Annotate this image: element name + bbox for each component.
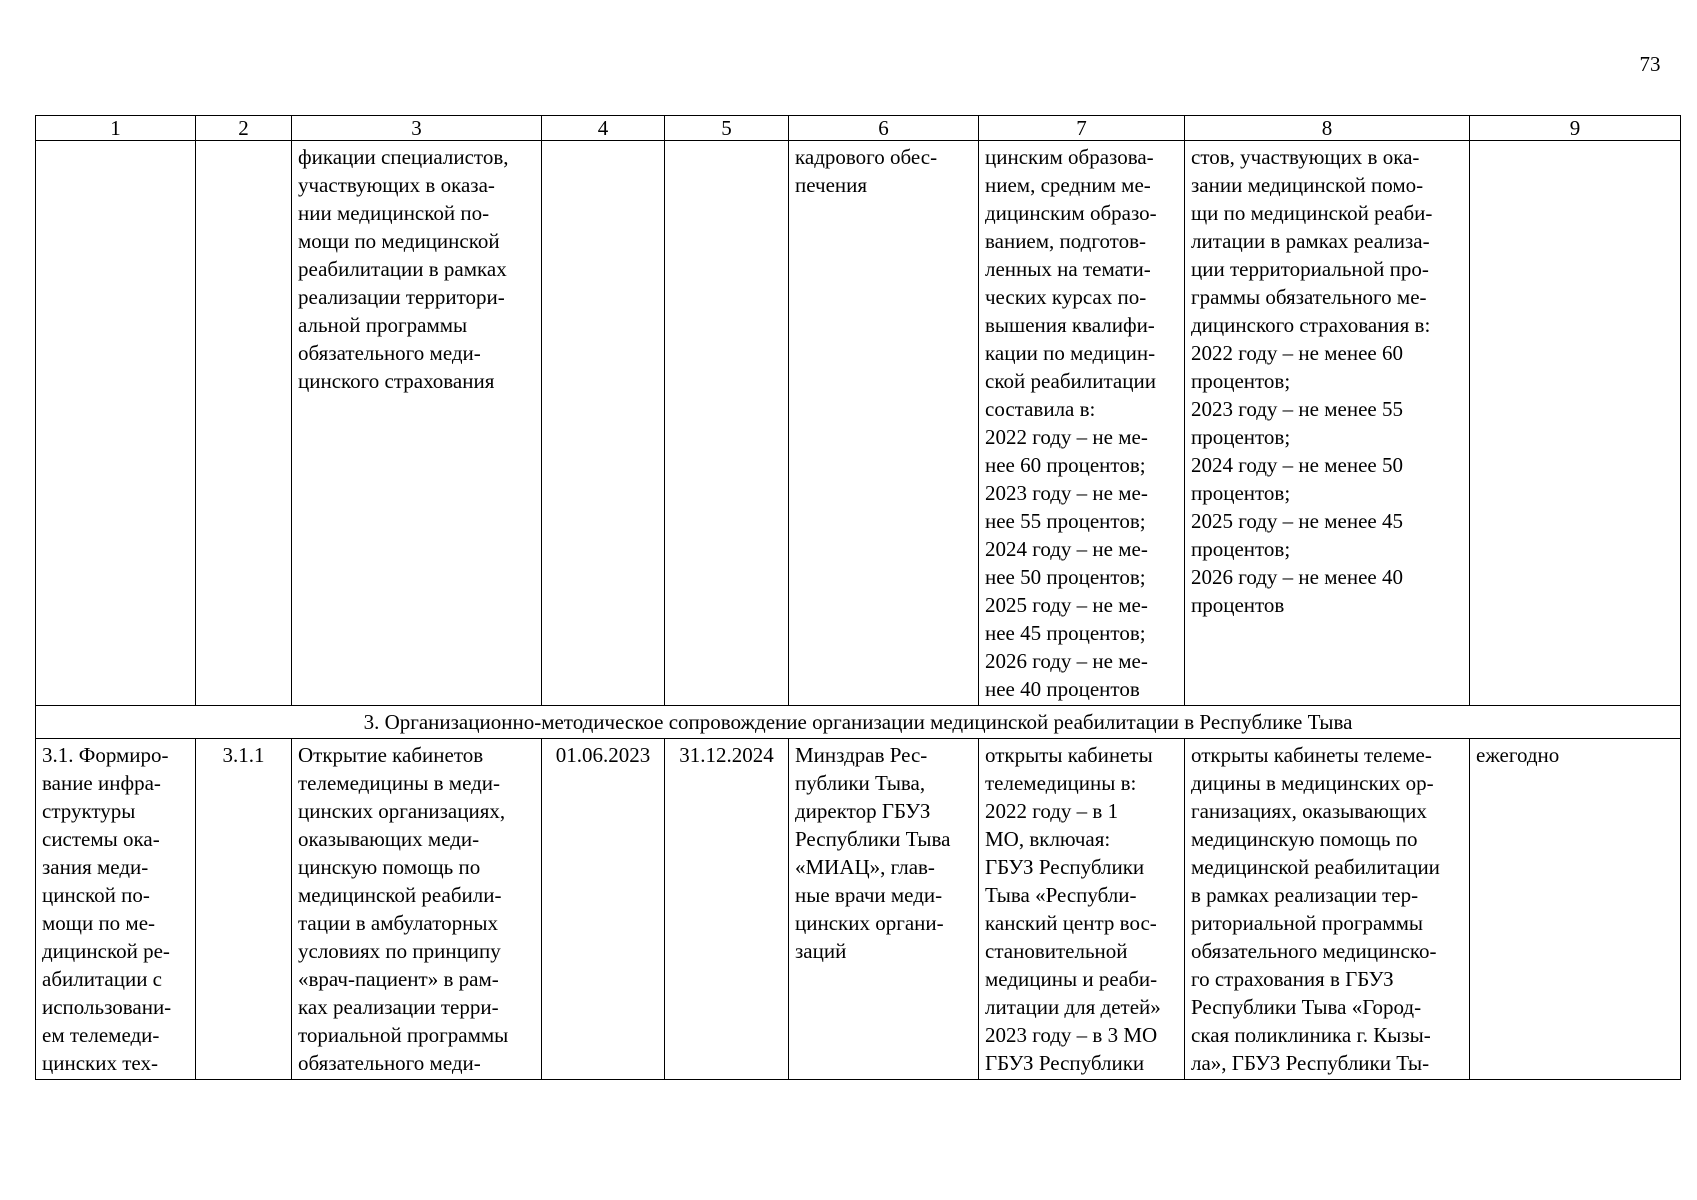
table-cell: 3.1.1 [196,739,292,1080]
table-cell: цинским образова- нием, средним ме- дицинским образо- ванием, подготов- ленных на темати- ческих курсах по- вышения квалифи- кации по медицин- ской реабилитации составила в: 2022 году – не ме- нее 60 процентов; 2023 году – не ме- нее 55 процентов; 2024 году – не ме- нее 50 процентов; 2025 году – не ме- нее 45 процентов; 2026 году – не ме- нее 40 процентов [979,141,1185,706]
table-cell: открыты кабинеты телемедицины в: 2022 году – в 1 МО, включая: ГБУЗ Республики Тыва «Республи- канский центр вос- становительной медицины и реаби- литации для детей» 2023 году – в 3 МО ГБУЗ Республики [979,739,1185,1080]
column-header-2: 2 [196,116,292,141]
table-cell [542,141,665,706]
table-cell: Открытие кабинетов телемедицины в меди- цинских организациях, оказывающих меди- цинскую помощь по медицинской реабили- тации в амбулаторных условиях по принципу «врач-пациент» в рам- ках реализации терри- ториальной программы обязательного меди- [292,739,542,1080]
table-cell: Минздрав Рес- публики Тыва, директор ГБУЗ Республики Тыва «МИАЦ», глав- ные врачи меди- цинских органи- заций [789,739,979,1080]
table-cell: 3.1. Формиро- вание инфра- структуры системы ока- зания меди- цинской по- мощи по ме- дицинской ре- абилитации с использовани- ем телемеди- цинских тех- [36,739,196,1080]
table-cell: кадрового обес- печения [789,141,979,706]
section-heading-row [36,706,1681,739]
column-header-8: 8 [1185,116,1470,141]
column-header-9: 9 [1470,116,1681,141]
table-cell: ежегодно [1470,739,1681,1080]
table-cell [196,141,292,706]
table-cell [665,141,789,706]
column-header-6: 6 [789,116,979,141]
column-header-3: 3 [292,116,542,141]
table-cell: фикации специалистов, участвующих в оказа- нии медицинской по- мощи по медицинской реабилитации в рамках реализации территори- альной программы обязательного меди- цинского страхования [292,141,542,706]
table-cell: 01.06.2023 [542,739,665,1080]
header-row [36,116,1681,141]
column-header-7: 7 [979,116,1185,141]
table-cell [36,141,196,706]
column-header-1: 1 [36,116,196,141]
table-cell: стов, участвующих в ока- зании медицинской помо- щи по медицинской реаби- литации в рамках реализа- ции территориальной про- граммы обязательного ме- дицинского страхования в: 2022 году – не менее 60 процентов; 2023 году – не менее 55 процентов; 2024 году – не менее 50 процентов; 2025 году – не менее 45 процентов; 2026 году – не менее 40 процентов [1185,141,1470,706]
column-header-5: 5 [665,116,789,141]
page-number: 73 [1639,52,1661,76]
table-cell: 31.12.2024 [665,739,789,1080]
table-row [36,141,1681,706]
table-cell [1470,141,1681,706]
measures-table [35,115,1681,1080]
table-row [36,739,1681,1080]
section-title: 3. Организационно-методическое сопровождение организации медицинской реабилитации в Республике Тыва [36,706,1681,739]
column-header-4: 4 [542,116,665,141]
table-cell: открыты кабинеты телеме- дицины в медицинских ор- ганизациях, оказывающих медицинскую помощь по медицинской реабилитации в рамках реализации тер- риториальной программы обязательного медицинско- го страхования в ГБУЗ Республики Тыва «Город- ская поликлиника г. Кызы- ла», ГБУЗ Республики Ты- [1185,739,1470,1080]
